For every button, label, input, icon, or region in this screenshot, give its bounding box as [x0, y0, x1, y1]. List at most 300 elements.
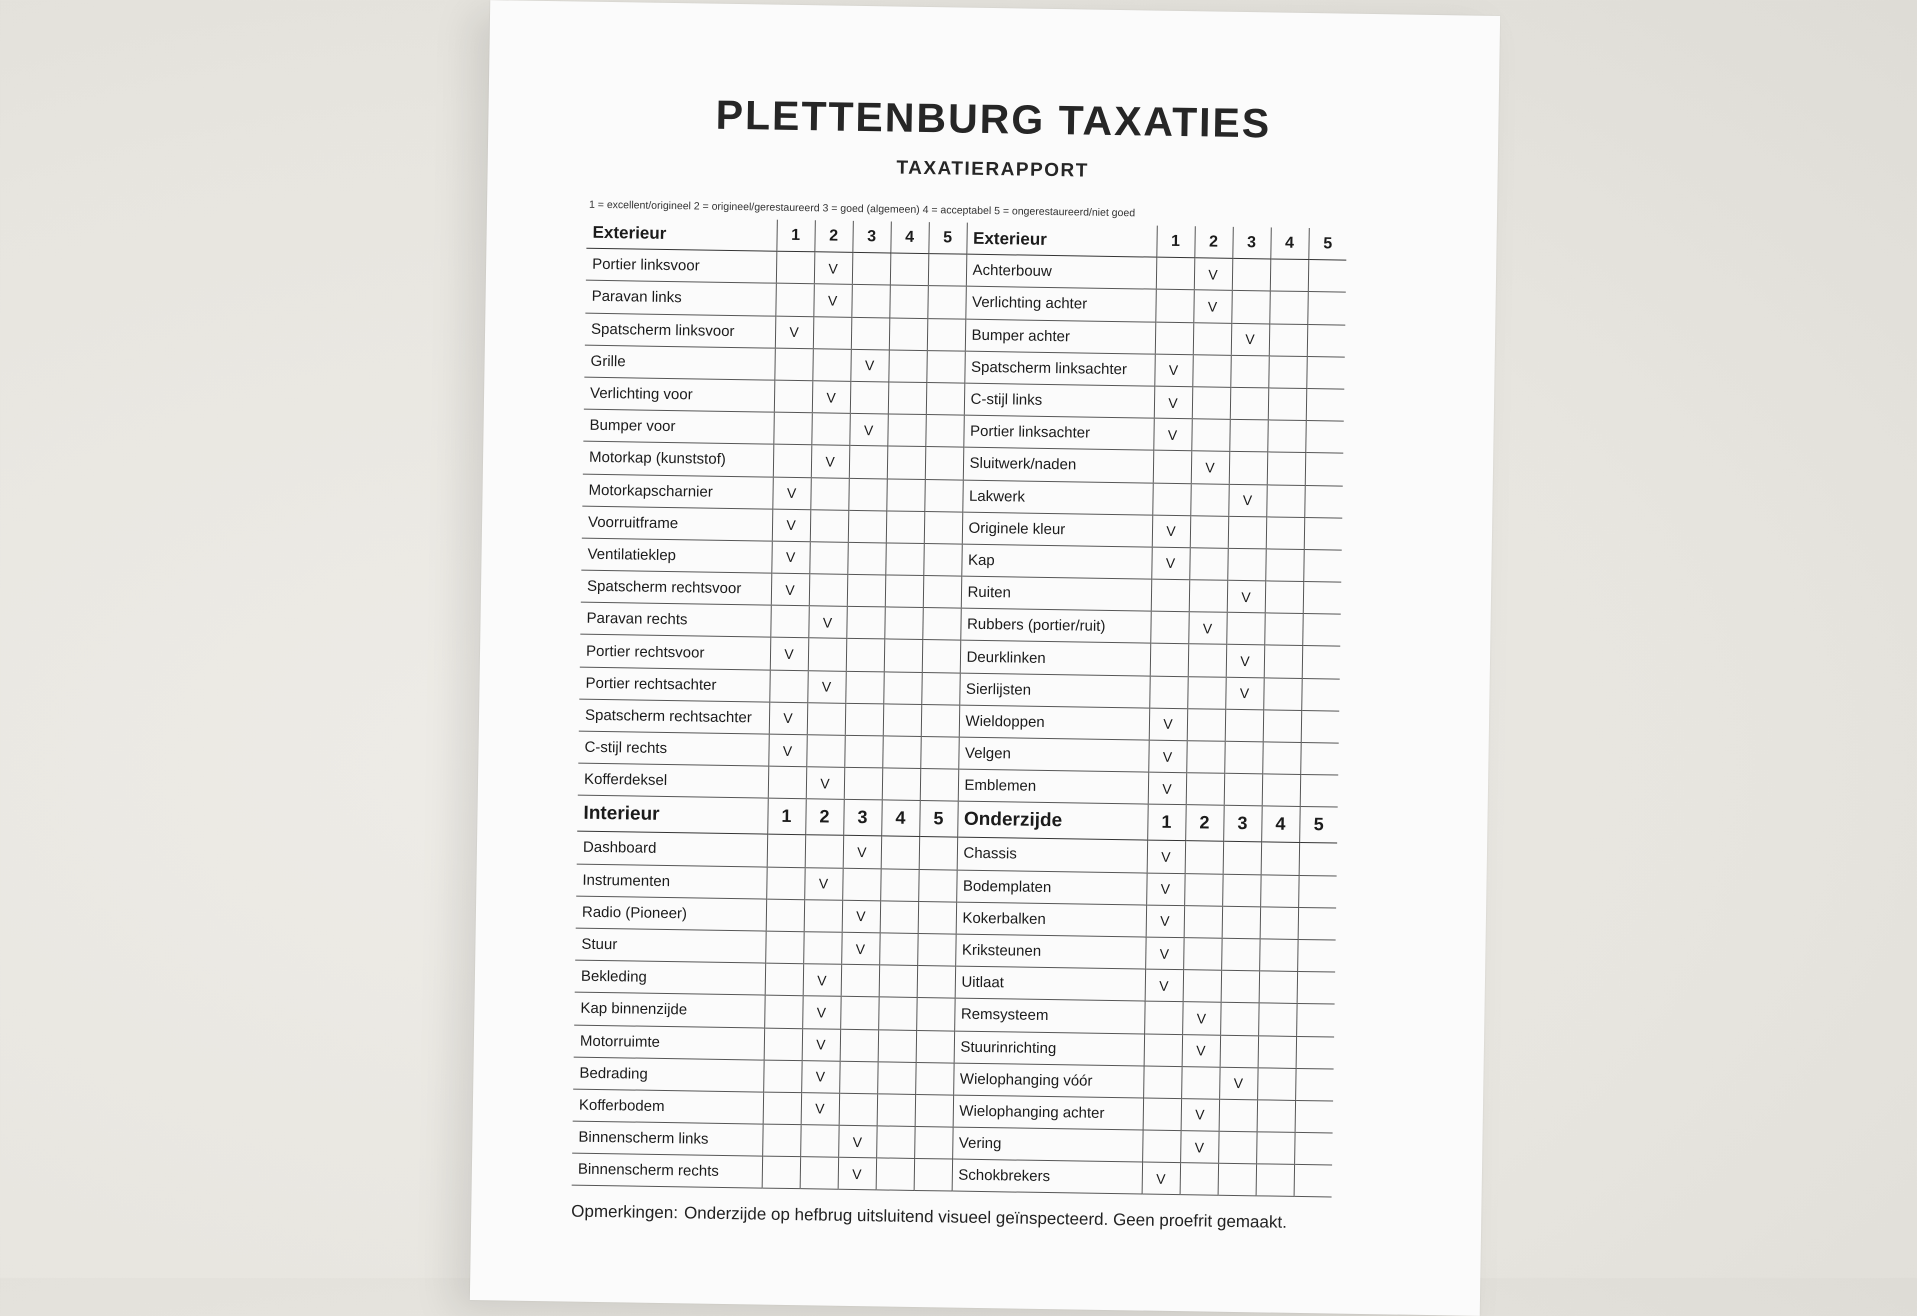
item-label: Grille — [584, 345, 774, 380]
score-column-header: 2 — [1194, 226, 1232, 258]
score-cell — [1303, 582, 1342, 615]
score-cell — [1223, 842, 1262, 875]
item-label: Portier rechtsachter — [579, 667, 769, 702]
item-label: Vering — [952, 1127, 1142, 1162]
score-cell — [917, 933, 956, 966]
score-cell — [767, 834, 806, 867]
check-mark: V — [801, 1093, 840, 1126]
score-cell — [1143, 1098, 1182, 1131]
check-mark: V — [1231, 323, 1270, 356]
score-cell — [1267, 420, 1306, 453]
score-cell — [924, 479, 963, 512]
score-cell — [1302, 646, 1341, 679]
score-cell — [1222, 906, 1261, 939]
check-mark: V — [843, 836, 882, 869]
item-label: Spatscherm rechtsvoor — [581, 570, 771, 605]
check-mark: V — [1148, 772, 1187, 805]
score-cell — [1294, 1132, 1333, 1165]
score-cell — [770, 605, 809, 638]
score-cell — [1262, 774, 1301, 807]
score-cell — [890, 253, 929, 286]
score-cell — [809, 574, 848, 607]
score-cell — [773, 444, 812, 477]
score-cell — [883, 704, 922, 737]
score-cell — [1186, 741, 1225, 774]
check-mark: V — [812, 381, 851, 414]
score-cell — [810, 477, 849, 510]
score-cell — [1229, 452, 1268, 485]
check-mark: V — [1181, 1099, 1220, 1132]
score-cell — [766, 867, 805, 900]
score-cell — [1226, 613, 1265, 646]
score-cell — [1296, 1004, 1335, 1037]
check-mark: V — [771, 541, 810, 574]
remarks — [571, 1202, 1293, 1233]
check-mark: V — [803, 964, 842, 997]
item-label: Kap binnenzijde — [574, 992, 764, 1027]
check-mark: V — [813, 284, 852, 317]
score-cell — [768, 766, 807, 799]
item-label: Chassis — [957, 837, 1147, 872]
check-mark: V — [1182, 1002, 1221, 1035]
score-cell — [844, 767, 883, 800]
score-cell — [1270, 259, 1309, 292]
score-cell — [1298, 875, 1337, 908]
inspection-table-body — [572, 217, 1347, 1198]
score-legend: 1 = excellent/origineel 2 = origineel/gerestaureerd 3 = goed (algemeen) 4 = acceptabel 5 = ongerestaureerd/niet goed — [588, 198, 1136, 220]
score-cell — [1264, 613, 1303, 646]
check-mark: V — [838, 1158, 877, 1191]
score-cell — [1192, 387, 1231, 420]
check-mark: V — [1180, 1131, 1219, 1164]
score-cell — [878, 1029, 917, 1062]
check-mark: V — [804, 867, 843, 900]
score-cell — [1301, 710, 1340, 743]
section-title: Interieur — [577, 795, 768, 834]
score-cell — [805, 835, 844, 868]
item-label: Portier linksachter — [963, 415, 1153, 450]
score-cell — [1294, 1165, 1333, 1198]
check-mark: V — [1149, 708, 1188, 741]
score-cell — [808, 638, 847, 671]
score-cell — [845, 703, 884, 736]
item-label: Voorruitframe — [582, 506, 772, 541]
score-cell — [1190, 515, 1229, 548]
check-mark: V — [1142, 1162, 1181, 1195]
score-cell — [920, 737, 959, 770]
item-label: Radio (Pioneer) — [576, 896, 766, 931]
score-cell — [1231, 291, 1270, 324]
score-cell — [927, 318, 966, 351]
score-cell — [847, 574, 886, 607]
score-cell — [877, 1062, 916, 1095]
score-cell — [879, 965, 918, 998]
score-cell — [1152, 483, 1191, 516]
score-column-header: 5 — [1308, 228, 1346, 260]
check-mark: V — [811, 445, 850, 478]
score-cell — [1256, 1164, 1295, 1197]
item-label: Kap — [961, 544, 1151, 579]
score-cell — [889, 318, 928, 351]
item-label: Kofferdeksel — [578, 763, 768, 798]
score-cell — [1184, 873, 1223, 906]
score-cell — [840, 1029, 879, 1062]
score-cell — [1260, 874, 1299, 907]
score-cell — [1257, 1068, 1296, 1101]
section-title: Exterieur — [966, 223, 1156, 258]
score-cell — [1142, 1130, 1181, 1163]
score-cell — [763, 1060, 802, 1093]
score-cell — [1298, 907, 1337, 940]
score-cell — [1218, 1163, 1257, 1196]
item-label: Binnenscherm rechts — [572, 1153, 762, 1188]
item-label: Spatscherm linksachter — [964, 351, 1154, 386]
check-mark: V — [806, 767, 845, 800]
score-cell — [1304, 517, 1343, 550]
check-mark: V — [769, 702, 808, 735]
score-cell — [1259, 939, 1298, 972]
score-cell — [924, 511, 963, 544]
item-label: C-stijl rechts — [578, 731, 768, 766]
score-cell — [1232, 259, 1271, 292]
score-cell — [885, 575, 924, 608]
check-mark: V — [1188, 612, 1227, 645]
score-cell — [1256, 1132, 1295, 1165]
score-cell — [1155, 290, 1194, 323]
score-cell — [926, 382, 965, 415]
score-cell — [880, 868, 919, 901]
report-title: PLETTENBURG TAXATIES — [715, 91, 1272, 147]
score-cell — [1221, 970, 1260, 1003]
item-label: Ruiten — [961, 576, 1151, 611]
item-label: C-stijl links — [964, 383, 1154, 418]
score-cell — [851, 317, 890, 350]
score-cell — [926, 350, 965, 383]
item-label: Lakwerk — [962, 480, 1152, 515]
score-cell — [1189, 548, 1228, 581]
check-mark: V — [808, 606, 847, 639]
score-cell — [1267, 452, 1306, 485]
score-cell — [886, 478, 925, 511]
check-mark: V — [1194, 258, 1233, 291]
score-cell — [1265, 581, 1304, 614]
check-mark: V — [1145, 969, 1184, 1002]
score-cell — [1187, 676, 1226, 709]
score-cell — [917, 966, 956, 999]
score-cell — [1258, 1035, 1297, 1068]
score-cell — [1192, 354, 1231, 387]
remarks-text: Onderzijde op hefbrug uitsluitend visueel geïnspecteerd. Geen proefrit gemaakt. — [683, 1203, 1288, 1232]
score-cell — [1264, 645, 1303, 678]
section-title: Exterieur — [586, 217, 776, 252]
check-mark: V — [807, 670, 846, 703]
score-cell — [763, 1092, 802, 1125]
score-cell — [845, 671, 884, 704]
score-cell — [1296, 1036, 1335, 1069]
score-cell — [803, 932, 842, 965]
item-label: Uitlaat — [955, 966, 1145, 1001]
score-cell — [1180, 1163, 1219, 1196]
score-cell — [919, 837, 958, 870]
item-label: Dashboard — [577, 831, 767, 866]
score-cell — [915, 1062, 954, 1095]
check-mark: V — [1219, 1067, 1258, 1100]
score-cell — [769, 670, 808, 703]
score-cell — [884, 607, 923, 640]
score-cell — [806, 735, 845, 768]
score-cell — [888, 382, 927, 415]
score-cell — [1257, 1100, 1296, 1133]
score-cell — [1186, 773, 1225, 806]
item-label: Bekleding — [575, 960, 765, 995]
item-label: Motorkap (kunststof) — [583, 441, 773, 476]
item-label: Sluitwerk/naden — [963, 447, 1153, 482]
score-cell — [918, 869, 957, 902]
score-cell — [764, 1028, 803, 1061]
score-cell — [889, 285, 928, 318]
score-cell — [1156, 257, 1195, 290]
score-cell — [876, 1126, 915, 1159]
item-label: Verlichting achter — [965, 287, 1155, 322]
item-label: Emblemen — [958, 769, 1148, 804]
score-cell — [774, 348, 813, 381]
score-cell — [811, 413, 850, 446]
check-mark: V — [1148, 740, 1187, 773]
score-cell — [839, 1093, 878, 1126]
item-label: Sierlijsten — [959, 673, 1149, 708]
check-mark: V — [838, 1125, 877, 1158]
check-mark: V — [814, 252, 853, 285]
score-cell — [1188, 644, 1227, 677]
check-mark: V — [842, 900, 881, 933]
check-mark: V — [1145, 937, 1184, 970]
score-cell — [1295, 1068, 1334, 1101]
score-cell — [1258, 1003, 1297, 1036]
check-mark: V — [772, 477, 811, 510]
item-label: Wieldoppen — [959, 705, 1149, 740]
score-cell — [846, 607, 885, 640]
score-cell — [1190, 483, 1229, 516]
score-cell — [1230, 355, 1269, 388]
score-column-header: 5 — [1299, 807, 1338, 844]
score-cell — [1268, 388, 1307, 421]
item-label: Kofferbodem — [573, 1089, 763, 1124]
check-mark: V — [775, 316, 814, 349]
score-column-header: 4 — [1270, 227, 1308, 259]
check-mark: V — [772, 509, 811, 542]
score-cell — [800, 1125, 839, 1158]
score-cell — [809, 542, 848, 575]
score-cell — [1228, 516, 1267, 549]
check-mark: V — [1225, 677, 1264, 710]
score-cell — [885, 543, 924, 576]
score-cell — [925, 415, 964, 448]
score-cell — [916, 1030, 955, 1063]
score-column-header: 1 — [1147, 804, 1186, 841]
score-cell — [925, 447, 964, 480]
score-cell — [813, 316, 852, 349]
score-cell — [1306, 356, 1345, 389]
score-cell — [1193, 322, 1232, 355]
score-cell — [1151, 579, 1190, 612]
item-label: Instrumenten — [576, 864, 766, 899]
score-cell — [1305, 453, 1344, 486]
score-cell — [765, 931, 804, 964]
score-cell — [880, 901, 919, 934]
score-cell — [1308, 260, 1347, 293]
item-label: Binnenscherm links — [572, 1121, 762, 1156]
item-label: Velgen — [958, 737, 1148, 772]
score-cell — [878, 997, 917, 1030]
item-label: Stuurinrichting — [954, 1031, 1144, 1066]
score-cell — [762, 1156, 801, 1189]
score-cell — [1181, 1066, 1220, 1099]
score-cell — [1220, 1003, 1259, 1036]
check-mark: V — [1191, 451, 1230, 484]
score-cell — [1295, 1100, 1334, 1133]
score-cell — [774, 380, 813, 413]
item-label: Paravan rechts — [580, 602, 770, 637]
item-label: Portier linksvoor — [586, 248, 776, 283]
item-label: Bodemplaten — [956, 870, 1146, 905]
score-cell — [847, 542, 886, 575]
item-label: Wielophanging vóór — [953, 1063, 1143, 1098]
score-cell — [1229, 419, 1268, 452]
score-cell — [1303, 549, 1342, 582]
score-cell — [762, 1124, 801, 1157]
score-cell — [1185, 841, 1224, 874]
check-mark: V — [849, 413, 888, 446]
score-cell — [921, 704, 960, 737]
item-label: Spatscherm linksvoor — [585, 313, 775, 348]
score-cell — [839, 1061, 878, 1094]
score-cell — [846, 639, 885, 672]
score-cell — [776, 251, 815, 284]
score-column-header: 1 — [1156, 226, 1194, 258]
score-cell — [1144, 1034, 1183, 1067]
score-cell — [1262, 742, 1301, 775]
score-column-header: 2 — [805, 799, 844, 836]
score-column-header: 3 — [843, 800, 882, 837]
score-column-header: 3 — [852, 221, 890, 253]
score-cell — [842, 868, 881, 901]
score-cell — [927, 286, 966, 319]
check-mark: V — [1153, 418, 1192, 451]
score-cell — [922, 640, 961, 673]
score-cell — [928, 254, 967, 287]
score-cell — [1227, 548, 1266, 581]
check-mark: V — [801, 1060, 840, 1093]
check-mark: V — [1146, 905, 1185, 938]
score-cell — [773, 412, 812, 445]
score-cell — [841, 964, 880, 997]
score-cell — [1153, 450, 1192, 483]
check-mark: V — [1154, 386, 1193, 419]
check-mark: V — [1151, 547, 1190, 580]
score-cell — [1150, 611, 1189, 644]
item-label: Portier rechtsvoor — [580, 635, 770, 670]
item-label: Kriksteunen — [955, 934, 1145, 969]
item-label: Schokbrekers — [952, 1159, 1142, 1194]
score-cell — [1269, 323, 1308, 356]
score-column-header: 4 — [890, 221, 928, 253]
section-title: Onderzijde — [957, 801, 1148, 840]
score-cell — [1268, 356, 1307, 389]
score-cell — [1269, 291, 1308, 324]
item-label: Verlichting voor — [584, 377, 774, 412]
score-cell — [1225, 709, 1264, 742]
check-mark: V — [771, 573, 810, 606]
score-cell — [1259, 971, 1298, 1004]
score-cell — [765, 963, 804, 996]
score-cell — [1150, 644, 1189, 677]
score-cell — [844, 735, 883, 768]
check-mark: V — [802, 1028, 841, 1061]
score-cell — [1230, 387, 1269, 420]
score-cell — [1218, 1131, 1257, 1164]
score-cell — [921, 672, 960, 705]
score-cell — [1266, 484, 1305, 517]
score-cell — [807, 703, 846, 736]
score-cell — [1220, 1035, 1259, 1068]
check-mark: V — [841, 932, 880, 965]
score-cell — [1263, 710, 1302, 743]
check-mark: V — [1227, 580, 1266, 613]
check-mark: V — [1147, 840, 1186, 873]
item-label: Bedrading — [573, 1057, 763, 1092]
score-column-header: 2 — [1185, 805, 1224, 842]
item-label: Bumper voor — [583, 409, 773, 444]
score-cell — [1297, 939, 1336, 972]
score-cell — [887, 446, 926, 479]
score-cell — [1300, 742, 1339, 775]
score-column-header: 4 — [1261, 806, 1300, 843]
score-cell — [1224, 773, 1263, 806]
score-column-header: 1 — [776, 220, 814, 252]
check-mark: V — [1154, 354, 1193, 387]
score-cell — [922, 608, 961, 641]
score-cell — [850, 381, 889, 414]
score-cell — [1301, 678, 1340, 711]
report-subtitle: TAXATIERAPPORT — [896, 157, 1089, 182]
score-column-header: 3 — [1232, 227, 1270, 259]
check-mark: V — [1193, 290, 1232, 323]
score-cell — [848, 478, 887, 511]
item-label: Rubbers (portier/ruit) — [960, 608, 1150, 643]
score-cell — [884, 639, 923, 672]
score-cell — [1191, 419, 1230, 452]
score-cell — [916, 998, 955, 1031]
item-label: Wielophanging achter — [953, 1095, 1143, 1130]
score-cell — [918, 901, 957, 934]
item-label: Achterbouw — [966, 254, 1156, 289]
score-cell — [848, 510, 887, 543]
score-cell — [920, 769, 959, 802]
score-cell — [876, 1158, 915, 1191]
score-cell — [881, 836, 920, 869]
item-label: Motorruimte — [574, 1025, 764, 1060]
score-cell — [1305, 421, 1344, 454]
item-label: Stuur — [575, 928, 765, 963]
score-column-header: 3 — [1223, 806, 1262, 843]
score-cell — [812, 349, 851, 382]
score-cell — [1143, 1066, 1182, 1099]
check-mark: V — [768, 734, 807, 767]
score-cell — [1260, 907, 1299, 940]
item-label: Spatscherm rechtsachter — [579, 699, 769, 734]
score-cell — [1224, 741, 1263, 774]
score-cell — [879, 933, 918, 966]
